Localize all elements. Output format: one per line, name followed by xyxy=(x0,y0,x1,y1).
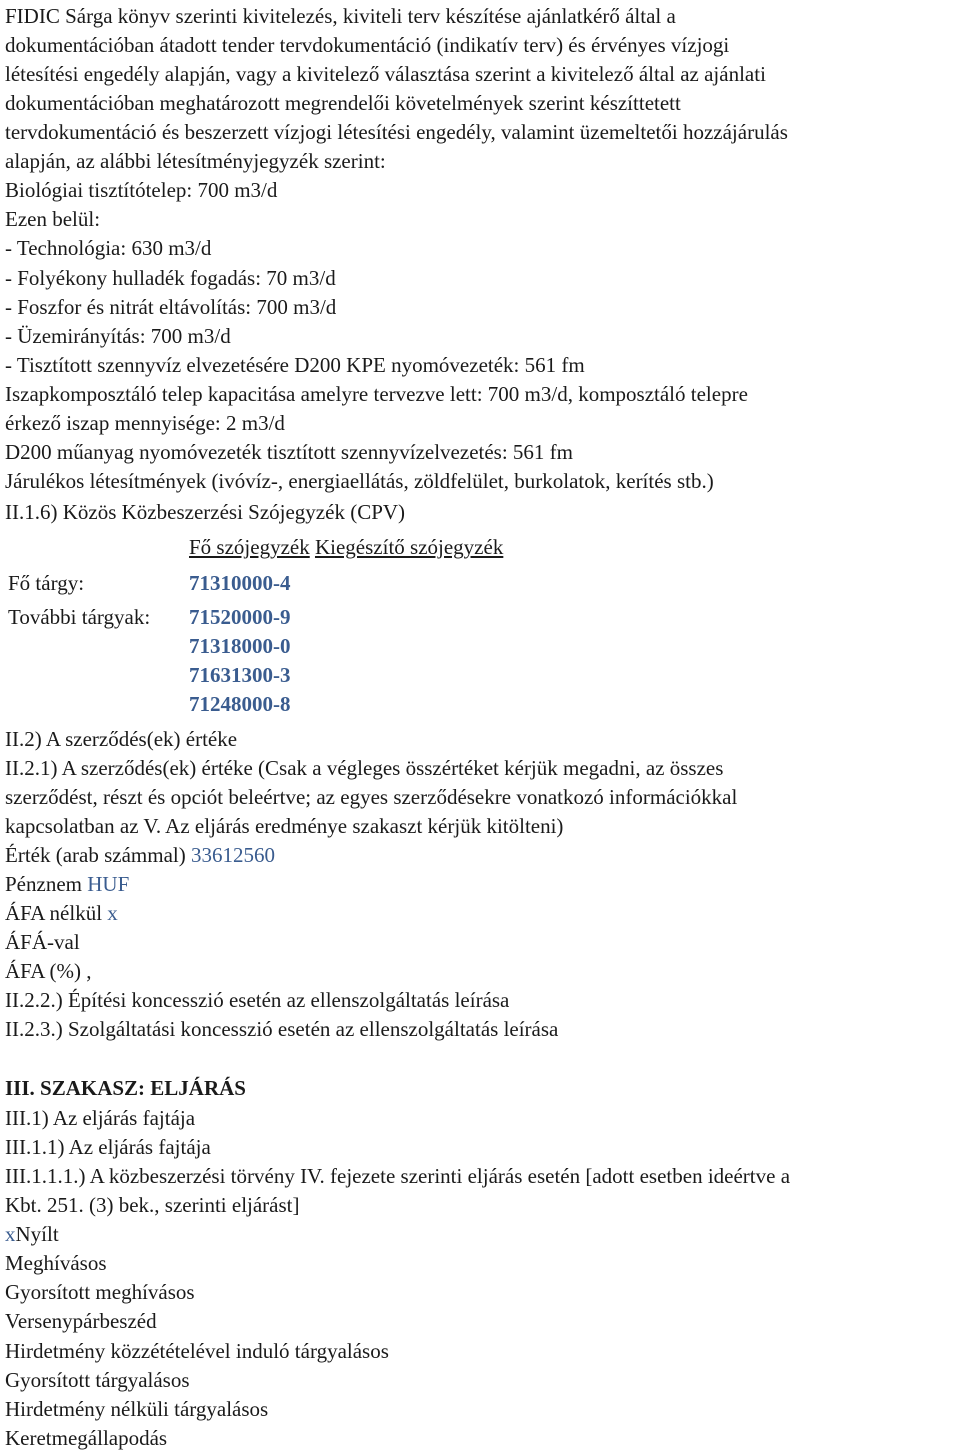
intro-line: érkező iszap mennyisége: 2 m3/d xyxy=(5,411,285,435)
cpv-extra-header: Kiegészítő szójegyzék xyxy=(314,535,504,559)
value-desc-line: szerződést, részt és opciót beleértve; az egyes szerződésekre vonatkozó információkkal xyxy=(5,785,738,809)
amount-label: Érték (arab számmal) xyxy=(5,843,186,867)
currency-label: Pénznem xyxy=(5,872,82,896)
cpv-main-code: 71310000-4 xyxy=(189,571,291,595)
procedure-option: Gyorsított meghívásos xyxy=(5,1280,195,1304)
intro-line: Járulékos létesítmények (ivóvíz-, energiaellátás, zöldfelület, burkolatok, kerítés stb.) xyxy=(5,469,714,493)
procedure-option: Meghívásos xyxy=(5,1251,107,1275)
cpv-other-code: 71248000-8 xyxy=(189,692,291,716)
intro-line: D200 műanyag nyomóvezeték tisztított szennyvízelvezetés: 561 fm xyxy=(5,440,574,464)
law-line: III.1.1.1.) A közbeszerzési törvény IV. fejezete szerinti eljárás esetén [adott esetben ideértve a xyxy=(5,1164,791,1188)
intro-line: Ezen belül: xyxy=(5,207,101,231)
cpv-other-code: 71631300-3 xyxy=(189,663,291,687)
procedure-option-label: Nyílt xyxy=(15,1222,59,1246)
intro-line: FIDIC Sárga könyv szerinti kivitelezés, kiviteli terv készítése ajánlatkérő által a xyxy=(5,4,676,28)
law-line: Kbt. 251. (3) bek., szerinti eljárást] xyxy=(5,1193,300,1217)
intro-line: - Technológia: 630 m3/d xyxy=(5,236,212,260)
cpv-other-code: 71520000-9 xyxy=(189,605,291,629)
intro-line: alapján, az alábbi létesítményjegyzék szerint: xyxy=(5,149,386,173)
currency-row xyxy=(5,871,129,897)
cpv-column-headers xyxy=(189,534,503,560)
value-desc-line: kapcsolatban az V. Az eljárás eredménye szakaszt kérjük kitölteni) xyxy=(5,814,564,838)
intro-line: tervdokumentáció és beszerzett vízjogi létesítési engedély, valamint üzemeltetői hozzájárulás xyxy=(5,120,788,144)
intro-line: Biológiai tisztítótelep: 700 m3/d xyxy=(5,178,278,202)
intro-line: Iszapkomposztáló telep kapacitása amelyre tervezve lett: 700 m3/d, komposztáló telepre xyxy=(5,382,748,406)
concession-service: II.2.3.) Szolgáltatási koncesszió esetén az ellenszolgáltatás leírása xyxy=(5,1017,559,1041)
net-label: ÁFA nélkül xyxy=(5,901,103,925)
procedure-option: Versenypárbeszéd xyxy=(5,1309,157,1333)
intro-line: - Üzemirányítás: 700 m3/d xyxy=(5,324,231,348)
vat-label: ÁFA (%) , xyxy=(5,959,92,983)
procedure-option: Gyorsított tárgyalásos xyxy=(5,1368,190,1392)
selected-mark: x xyxy=(5,1222,16,1246)
procedure-option: Keretmegállapodás xyxy=(5,1426,168,1450)
intro-line: - Tisztított szennyvíz elvezetésére D200 KPE nyomóvezeték: 561 fm xyxy=(5,353,585,377)
net-selected-mark: x xyxy=(107,901,118,925)
procedure-option: Hirdetmény nélküli tárgyalásos xyxy=(5,1397,269,1421)
gross-label: ÁFÁ-val xyxy=(5,930,80,954)
cpv-main-header: Fő szójegyzék xyxy=(189,535,310,559)
net-row xyxy=(5,900,118,926)
value-desc-line: II.2.1) A szerződés(ek) értéke (Csak a végleges összértéket kérjük megadni, az összes xyxy=(5,756,724,780)
intro-line: - Folyékony hulladék fogadás: 70 m3/d xyxy=(5,266,336,290)
procedure-option-selected xyxy=(5,1221,59,1247)
currency-value: HUF xyxy=(87,872,130,896)
intro-line: - Foszfor és nitrát eltávolítás: 700 m3/d xyxy=(5,295,337,319)
cpv-heading: II.1.6) Közös Közbeszerzési Szójegyzék (CPV) xyxy=(5,500,406,524)
cpv-other-label: További tárgyak: xyxy=(8,605,151,629)
cpv-other-code: 71318000-0 xyxy=(189,634,291,658)
intro-line: dokumentációban meghatározott megrendelői követelmények szerint készíttetett xyxy=(5,91,681,115)
concession-work: II.2.2.) Építési koncesszió esetén az ellenszolgáltatás leírása xyxy=(5,988,510,1012)
amount-value: 33612560 xyxy=(191,843,275,867)
cpv-main-label: Fő tárgy: xyxy=(8,571,85,595)
procedure-option: Hirdetmény közzétételével induló tárgyalásos xyxy=(5,1339,389,1363)
intro-line: dokumentációban átadott tender tervdokumentáció (indikatív terv) és érvényes vízjogi xyxy=(5,33,730,57)
section-title: III. SZAKASZ: ELJÁRÁS xyxy=(5,1076,246,1100)
value-heading: II.2) A szerződés(ek) értéke xyxy=(5,727,238,751)
amount-row xyxy=(5,842,275,868)
intro-line: létesítési engedély alapján, vagy a kivitelező választása szerint a kivitelező által az ajánlati xyxy=(5,62,766,86)
procedure-subheading: III.1.1) Az eljárás fajtája xyxy=(5,1135,211,1159)
procedure-heading: III.1) Az eljárás fajtája xyxy=(5,1106,196,1130)
